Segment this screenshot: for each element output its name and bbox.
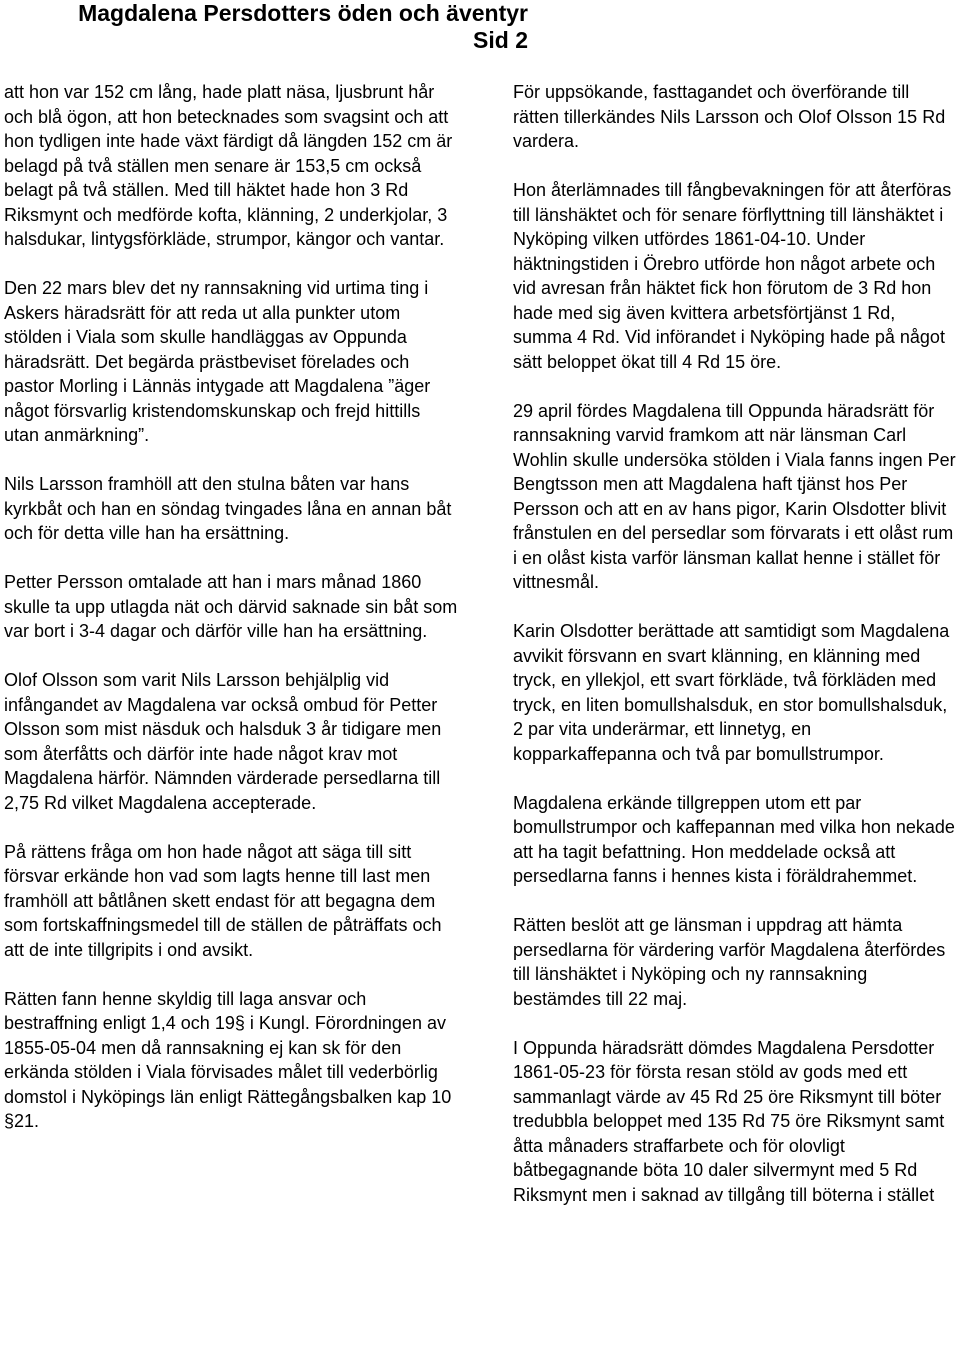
paragraph: Nils Larsson framhöll att den stulna båten var hans kyrkbåt och han en söndag tvingades låna en annan båt och för detta ville han ha ersättning. (4, 474, 452, 543)
paragraph: Den 22 mars blev det ny rannsakning vid urtima ting i Askers häradsrätt för att reda ut alla punkter utom stölden i Viala som skulle handläggas av Oppunda häradsrätt. Det begärda prästbeviset förelades och pastor Morling i Lännäs intygade att Magdalena ”äger något försvarlig kristendomskunskap och frejd hittills utan anmärkning”. (4, 278, 431, 445)
page-title: Magdalena Persdotters öden och äventyr (78, 0, 528, 26)
paragraph: Magdalena erkände tillgreppen utom ett par bomullstrumpor och kaffepannan med vilka hon nekade att ha tagit befattning. Hon meddelade också att persedlarna fanns i hennes kista i föräldrahemmet. (513, 792, 955, 886)
page-header (78, 0, 528, 54)
right-column (513, 80, 958, 1207)
left-column (4, 80, 459, 1134)
page-number: Sid 2 (473, 27, 528, 53)
paragraph: Olof Olsson som varit Nils Larsson behjälplig vid infångandet av Magdalena var också ombud för Petter Olsson som mist näsduk och halsduk 3 år tidigare men som återfåtts och därför inte hade något krav mot Magdalena härför. Nämnden värderade persedlarna till 2,75 Rd vilket Magdalena accepterade. (4, 670, 442, 813)
paragraph: Hon återlämnades till fångbevakningen för att återföras till länshäktet och för senare förflyttning till länshäktet i Nyköping vilken utfördes 1861-04-10. Under häktningstiden i Örebro utförde hon något arbete och vid avresan från häktet fick hon förutom de 3 Rd hon hade med sig även kvittera arbetsförtjänst 1 Rd, summa 4 Rd. Vid införandet i Nyköping hade på något sätt beloppet ökat till 4 Rd 15 öre. (513, 180, 952, 372)
paragraph: Rätten fann henne skyldig till laga ansvar och bestraffning enligt 1,4 och 19§ i Kungl. Förordningen av 1855-05-04 men då rannsakning ej kan sk för den erkända stölden i Viala förvisades målet till vederbörlig domstol i Nyköpings län enligt Rättegångsbalken kap 10 §21. (4, 988, 452, 1131)
paragraph: Petter Persson omtalade att han i mars månad 1860 skulle ta upp utlagda nät och därvid saknade sin båt som var bort i 3-4 dagar och därför ville han ha ersättning. (4, 572, 458, 641)
paragraph: För uppsökande, fasttagandet och överförande till rätten tillerkändes Nils Larsson och Olof Olsson 15 Rd vardera. (513, 82, 946, 151)
paragraph: Rätten beslöt att ge länsman i uppdrag att hämta persedlarna för värdering varför Magdalena återfördes till länshäktet i Nyköping och ny rannsakning bestämdes till 22 maj. (513, 915, 946, 1009)
paragraph: 29 april fördes Magdalena till Oppunda häradsrätt för rannsakning varvid framkom att när länsman Carl Wohlin skulle undersöka stölden i Viala fanns ingen Per Bengtsson men att Magdalena haft tjänst hos Per Persson och att en av hans pigor, Karin Olsdotter blivit frånstulen en del persedlar som förvarats i ett olåst rum i en olåst kista varför länsman kallat henne i stället för vittnesmål. (513, 400, 956, 592)
paragraph: Karin Olsdotter berättade att samtidigt som Magdalena avvikit försvann en svart klänning, en klänning med tryck, en yllekjol, ett svart förkläde, två förkläden med tryck, en liten bomullshalsduk, en stor bomullshalsduk, 2 par vita underärmar, ett linnetyg, en kopparkaffepanna och två par bomullstrumpor. (513, 621, 950, 764)
paragraph: På rättens fråga om hon hade något att säga till sitt försvar erkände hon vad som lagts henne till last men framhöll att båtlånen skett endast för att begagna dem som fortskaffningsmedel till de ställen de påträffats och att de inte tillgripits i ond avsikt. (4, 841, 442, 960)
paragraph: I Oppunda häradsrätt dömdes Magdalena Persdotter 1861-05-23 för första resan stöld av gods med ett sammanlagt värde av 45 Rd 25 öre Riksmynt till böter tredubbla beloppet med 135 Rd 75 öre Riksmynt samt åtta månaders straffarbete och för olovligt båtbegagnande böta 10 daler silvermynt med 5 Rd Riksmynt men i saknad av tillgång till böterna i stället (513, 1037, 945, 1205)
paragraph: att hon var 152 cm lång, hade platt näsa, ljusbrunt hår och blå ögon, att hon betecknades som svagsint och att hon tydligen inte hade växt färdigt då längden 152 cm är belagd på två ställen men senare är 153,5 cm också belagt på två ställen. Med till häktet hade hon 3 Rd Riksmynt och medförde kofta, klänning, 2 underkjolar, 3 halsdukar, lintygsförkläde, strumpor, kängor och vantar. (4, 82, 453, 249)
